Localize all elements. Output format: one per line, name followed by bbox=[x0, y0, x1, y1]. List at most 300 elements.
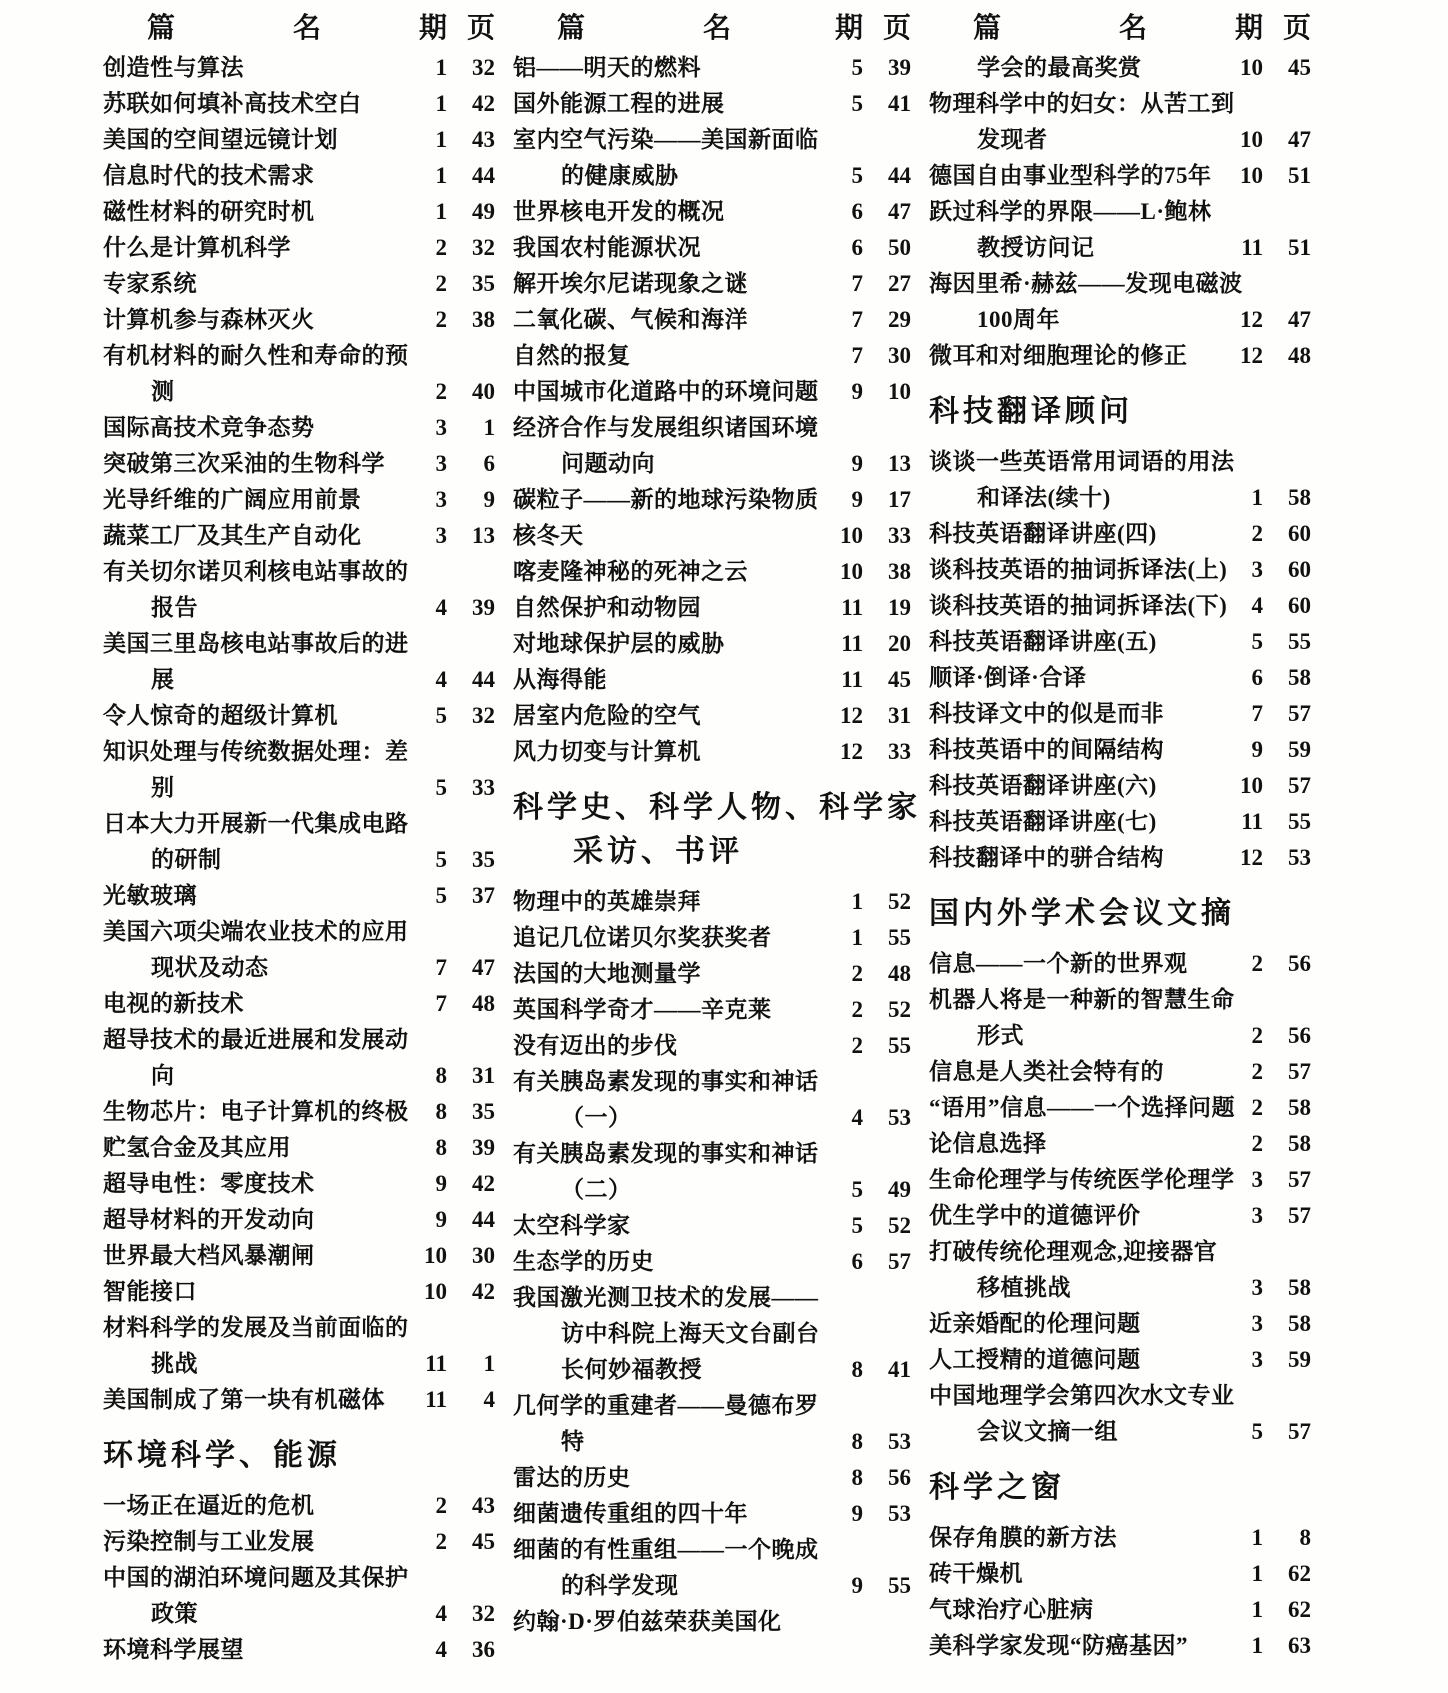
toc-entry-line bbox=[103, 194, 495, 230]
entry-title: 挑战 bbox=[151, 1351, 198, 1376]
entry-title: 一场正在逼近的危机 bbox=[103, 1493, 315, 1518]
entry-title: 100周年 bbox=[977, 307, 1060, 332]
entry-page: 60 bbox=[1288, 593, 1311, 618]
toc-entry-line bbox=[513, 1352, 911, 1388]
entry-page: 52 bbox=[888, 997, 911, 1022]
entry-issue: 5 bbox=[435, 775, 447, 800]
toc-entry-line bbox=[513, 992, 911, 1028]
header-issue-label: 期 bbox=[834, 13, 863, 44]
entry-page: 29 bbox=[888, 307, 911, 332]
entry-page: 30 bbox=[888, 343, 911, 368]
entry-issue: 1 bbox=[435, 127, 447, 152]
column-header-title-area bbox=[513, 8, 823, 50]
entry-title: 谈科技英语的抽词拆译法(上) bbox=[929, 557, 1228, 582]
entry-title: 教授访问记 bbox=[977, 235, 1095, 260]
entry-issue: 12 bbox=[1240, 307, 1263, 332]
column-header-title-area bbox=[103, 8, 407, 50]
section-heading bbox=[103, 1434, 495, 1478]
toc-entry-line bbox=[513, 1064, 911, 1100]
toc-entry-line bbox=[103, 122, 495, 158]
toc-entry-line bbox=[103, 1560, 495, 1596]
entry-page: 39 bbox=[472, 595, 495, 620]
toc-entry-line bbox=[513, 338, 911, 374]
entry-page: 43 bbox=[472, 1493, 495, 1518]
entry-issue: 9 bbox=[851, 379, 863, 404]
entry-issue: 2 bbox=[851, 1033, 863, 1058]
toc-grid bbox=[103, 8, 1311, 1668]
toc-entry-line bbox=[103, 50, 495, 86]
entry-title: 超导电性：零度技术 bbox=[103, 1171, 315, 1196]
entry-issue: 2 bbox=[435, 307, 447, 332]
toc-entry-line bbox=[513, 1604, 911, 1640]
entry-issue: 5 bbox=[1251, 629, 1263, 654]
entry-page: 58 bbox=[1288, 1095, 1311, 1120]
toc-entry-line bbox=[513, 554, 911, 590]
entry-issue: 1 bbox=[1251, 1561, 1263, 1586]
entry-issue: 3 bbox=[435, 523, 447, 548]
toc-entry-line bbox=[513, 626, 911, 662]
toc-entry-line bbox=[103, 698, 495, 734]
entry-title: 科技英语翻译讲座(六) bbox=[929, 773, 1157, 798]
entry-page: 59 bbox=[1288, 1347, 1311, 1372]
toc-entry-line bbox=[513, 1028, 911, 1064]
header-issue-label: 期 bbox=[1234, 13, 1263, 44]
toc-entry-line bbox=[103, 518, 495, 554]
entry-title: 美国三里岛核电站事故后的进 bbox=[103, 631, 409, 656]
toc-entry-line bbox=[929, 1342, 1311, 1378]
section-heading bbox=[929, 892, 1311, 936]
toc-entry-line bbox=[103, 986, 495, 1022]
toc-entry-line bbox=[513, 1208, 911, 1244]
toc-entry-line bbox=[929, 1306, 1311, 1342]
entry-page: 51 bbox=[1288, 235, 1311, 260]
entry-issue: 9 bbox=[851, 1501, 863, 1526]
toc-entry-line bbox=[513, 158, 911, 194]
entry-issue: 11 bbox=[841, 667, 863, 692]
entry-page: 45 bbox=[472, 1529, 495, 1554]
entry-title: 特 bbox=[561, 1429, 585, 1454]
entry-page: 57 bbox=[1288, 1059, 1311, 1084]
entry-title: 国外能源工程的进展 bbox=[513, 91, 725, 116]
toc-entry-line bbox=[929, 122, 1311, 158]
entry-title: 经济合作与发展组织诸国环境 bbox=[513, 415, 819, 440]
toc-entry-line bbox=[513, 1280, 911, 1316]
entry-title: （二） bbox=[561, 1177, 632, 1202]
entry-issue: 1 bbox=[435, 199, 447, 224]
entry-page: 42 bbox=[472, 1279, 495, 1304]
entry-page: 41 bbox=[888, 1357, 911, 1382]
toc-entry-line bbox=[929, 516, 1311, 552]
entry-page: 49 bbox=[472, 199, 495, 224]
toc-entry-line bbox=[929, 338, 1311, 374]
entry-title: 科技英语翻译讲座(五) bbox=[929, 629, 1157, 654]
toc-entry-line bbox=[929, 732, 1311, 768]
toc-entry-line bbox=[103, 806, 495, 842]
entry-page: 47 bbox=[888, 199, 911, 224]
entry-page: 57 bbox=[1288, 1167, 1311, 1192]
entry-page: 60 bbox=[1288, 521, 1311, 546]
entry-page: 32 bbox=[472, 55, 495, 80]
entry-page: 50 bbox=[888, 235, 911, 260]
toc-entry-line bbox=[513, 1100, 911, 1136]
entry-title: 美国制成了第一块有机磁体 bbox=[103, 1387, 385, 1412]
entry-issue: 3 bbox=[1251, 1311, 1263, 1336]
entry-issue: 2 bbox=[435, 379, 447, 404]
entry-title: 跃过科学的界限——L·鲍林 bbox=[929, 199, 1212, 224]
entry-title: 日本大力开展新一代集成电路 bbox=[103, 811, 409, 836]
toc-entry-line bbox=[929, 768, 1311, 804]
entry-issue: 5 bbox=[435, 883, 447, 908]
toc-entry-line bbox=[929, 1270, 1311, 1306]
entry-issue: 5 bbox=[435, 847, 447, 872]
entry-issue: 7 bbox=[435, 955, 447, 980]
entry-page: 31 bbox=[888, 703, 911, 728]
entry-title: 几何学的重建者——曼德布罗 bbox=[513, 1393, 819, 1418]
entry-title: “语用”信息——一个选择问题 bbox=[929, 1095, 1235, 1120]
entry-page: 57 bbox=[1288, 1419, 1311, 1444]
toc-column-3 bbox=[929, 8, 1311, 1668]
entry-title: 科技英语翻译讲座(七) bbox=[929, 809, 1157, 834]
entry-page: 44 bbox=[472, 1207, 495, 1232]
entry-page: 47 bbox=[472, 955, 495, 980]
entry-issue: 7 bbox=[1251, 701, 1263, 726]
entry-page: 32 bbox=[472, 235, 495, 260]
entry-page: 53 bbox=[888, 1501, 911, 1526]
entry-page: 39 bbox=[888, 55, 911, 80]
entry-title: 喀麦隆神秘的死神之云 bbox=[513, 559, 748, 584]
entry-page: 57 bbox=[888, 1249, 911, 1274]
entry-page: 32 bbox=[472, 1601, 495, 1626]
toc-entry-line bbox=[513, 734, 911, 770]
entry-title: 蔬菜工厂及其生产自动化 bbox=[103, 523, 362, 548]
toc-entry-line bbox=[513, 590, 911, 626]
header-issue-label: 期 bbox=[418, 13, 447, 44]
entry-page: 55 bbox=[888, 1573, 911, 1598]
toc-entry-line bbox=[103, 374, 495, 410]
entry-title: 信息时代的技术需求 bbox=[103, 163, 315, 188]
entry-title: 展 bbox=[151, 667, 175, 692]
entry-title: 人工授精的道德问题 bbox=[929, 1347, 1141, 1372]
toc-entry-line bbox=[103, 1524, 495, 1560]
entry-page: 58 bbox=[1288, 1131, 1311, 1156]
entry-title: 现状及动态 bbox=[151, 955, 269, 980]
entry-title: 电视的新技术 bbox=[103, 991, 244, 1016]
entry-title: 谈科技英语的抽词拆译法(下) bbox=[929, 593, 1228, 618]
toc-entry-line bbox=[929, 588, 1311, 624]
entry-title: 中国的湖泊环境问题及其保护 bbox=[103, 1565, 409, 1590]
section-heading-line: 采访、书评 bbox=[573, 835, 743, 868]
entry-title: 从海得能 bbox=[513, 667, 607, 692]
toc-entry-line bbox=[929, 1414, 1311, 1450]
entry-title: 科技英语翻译讲座(四) bbox=[929, 521, 1157, 546]
toc-entry-line bbox=[513, 698, 911, 734]
entry-page: 48 bbox=[1288, 343, 1311, 368]
toc-entry-line bbox=[929, 1556, 1311, 1592]
entry-title: 保存角膜的新方法 bbox=[929, 1525, 1117, 1550]
entry-page: 60 bbox=[1288, 557, 1311, 582]
entry-page: 58 bbox=[1288, 665, 1311, 690]
entry-title: 生态学的历史 bbox=[513, 1249, 654, 1274]
entry-title: 的健康威胁 bbox=[561, 163, 679, 188]
entry-page: 35 bbox=[472, 847, 495, 872]
entry-page: 56 bbox=[1288, 1023, 1311, 1048]
entry-title: 居室内危险的空气 bbox=[513, 703, 701, 728]
entry-issue: 6 bbox=[851, 199, 863, 224]
entry-title: 突破第三次采油的生物科学 bbox=[103, 451, 385, 476]
entry-page: 37 bbox=[472, 883, 495, 908]
header-article-label-left: 篇 bbox=[147, 13, 176, 44]
entry-title: 追记几位诺贝尔奖获奖者 bbox=[513, 925, 772, 950]
entry-page: 42 bbox=[472, 1171, 495, 1196]
entry-title: 信息——一个新的世界观 bbox=[929, 951, 1188, 976]
entry-title: 苏联如何填补高技术空白 bbox=[103, 91, 362, 116]
entry-issue: 1 bbox=[1251, 1633, 1263, 1658]
header-article-label-left: 篇 bbox=[557, 13, 586, 44]
entry-page: 33 bbox=[888, 739, 911, 764]
toc-entry-line bbox=[513, 1388, 911, 1424]
entry-issue: 2 bbox=[435, 1493, 447, 1518]
entry-issue: 10 bbox=[1240, 163, 1263, 188]
entry-issue: 6 bbox=[851, 235, 863, 260]
toc-entry-line bbox=[929, 1162, 1311, 1198]
entry-issue: 2 bbox=[1251, 951, 1263, 976]
section-heading-line: 国内外学术会议文摘 bbox=[929, 897, 1235, 930]
entry-title: 有关切尔诺贝利核电站事故的 bbox=[103, 559, 409, 584]
entry-title: 发现者 bbox=[977, 127, 1048, 152]
entry-title: 二氧化碳、气候和海洋 bbox=[513, 307, 748, 332]
entry-issue: 1 bbox=[435, 55, 447, 80]
entry-issue: 9 bbox=[1251, 737, 1263, 762]
header-page-label: 页 bbox=[1282, 13, 1311, 44]
entry-title: 细菌的有性重组——一个晚成 bbox=[513, 1537, 819, 1562]
toc-entry-line bbox=[103, 1130, 495, 1166]
entry-issue: 2 bbox=[1251, 1059, 1263, 1084]
toc-entry-line bbox=[103, 842, 495, 878]
toc-entry-line bbox=[103, 1166, 495, 1202]
toc-entry-line bbox=[513, 50, 911, 86]
entry-issue: 11 bbox=[425, 1351, 447, 1376]
entry-page: 19 bbox=[888, 595, 911, 620]
entry-issue: 12 bbox=[1240, 343, 1263, 368]
toc-entry-line bbox=[513, 884, 911, 920]
entry-issue: 10 bbox=[1240, 127, 1263, 152]
entry-title: 的研制 bbox=[151, 847, 222, 872]
entry-title: 计算机参与森林灭火 bbox=[103, 307, 315, 332]
toc-entry-line bbox=[929, 624, 1311, 660]
toc-entry-line bbox=[929, 1378, 1311, 1414]
entry-issue: 9 bbox=[851, 487, 863, 512]
entry-page: 49 bbox=[888, 1177, 911, 1202]
entry-title: 有关胰岛素发现的事实和神话 bbox=[513, 1069, 819, 1094]
entry-title: 美国六项尖端农业技术的应用 bbox=[103, 919, 409, 944]
entry-issue: 2 bbox=[851, 997, 863, 1022]
toc-entry-line bbox=[103, 1632, 495, 1668]
entry-issue: 9 bbox=[851, 451, 863, 476]
toc-entry-line bbox=[103, 1488, 495, 1524]
entry-page: 10 bbox=[888, 379, 911, 404]
entry-issue: 4 bbox=[851, 1105, 863, 1130]
entry-title: 论信息选择 bbox=[929, 1131, 1047, 1156]
entry-title: 机器人将是一种新的智慧生命 bbox=[929, 987, 1235, 1012]
entry-title: 我国农村能源状况 bbox=[513, 235, 701, 260]
entry-page: 57 bbox=[1288, 1203, 1311, 1228]
toc-entry-line bbox=[929, 1090, 1311, 1126]
entry-title: 德国自由事业型科学的75年 bbox=[929, 163, 1212, 188]
entry-title: 法国的大地测量学 bbox=[513, 961, 701, 986]
entry-title: 超导材料的开发动向 bbox=[103, 1207, 315, 1232]
entry-issue: 12 bbox=[840, 739, 863, 764]
entry-issue: 10 bbox=[424, 1243, 447, 1268]
entry-page: 44 bbox=[472, 163, 495, 188]
entry-title: 磁性材料的研究时机 bbox=[103, 199, 315, 224]
entry-title: 和译法(续十) bbox=[977, 485, 1111, 510]
entry-page: 55 bbox=[1288, 809, 1311, 834]
entry-page: 57 bbox=[1288, 701, 1311, 726]
entry-title: 报告 bbox=[151, 595, 198, 620]
section-heading-line: 环境科学、能源 bbox=[103, 1439, 341, 1472]
toc-entry-line bbox=[103, 410, 495, 446]
entry-title: 生物芯片：电子计算机的终极 bbox=[103, 1099, 409, 1124]
toc-entry-line bbox=[929, 1592, 1311, 1628]
toc-entry-line bbox=[513, 302, 911, 338]
entry-title: 物理中的英雄崇拜 bbox=[513, 889, 701, 914]
entry-title: 学会的最高奖赏 bbox=[977, 55, 1142, 80]
entry-issue: 6 bbox=[1251, 665, 1263, 690]
section-heading bbox=[929, 1466, 1311, 1510]
entry-page: 45 bbox=[1288, 55, 1311, 80]
entry-issue: 5 bbox=[435, 703, 447, 728]
entry-page: 55 bbox=[1288, 629, 1311, 654]
entry-page: 38 bbox=[888, 559, 911, 584]
entry-page: 53 bbox=[888, 1429, 911, 1454]
entry-page: 44 bbox=[472, 667, 495, 692]
toc-entry-line bbox=[103, 878, 495, 914]
entry-title: 信息是人类社会特有的 bbox=[929, 1059, 1164, 1084]
entry-issue: 11 bbox=[841, 631, 863, 656]
entry-title: 国际高技术竞争态势 bbox=[103, 415, 315, 440]
toc-entry-line bbox=[513, 194, 911, 230]
entry-issue: 8 bbox=[851, 1465, 863, 1490]
entry-issue: 11 bbox=[1241, 235, 1263, 260]
toc-entry-line bbox=[103, 446, 495, 482]
entry-issue: 3 bbox=[1251, 1275, 1263, 1300]
entry-issue: 5 bbox=[1251, 1419, 1263, 1444]
entry-title: 污染控制与工业发展 bbox=[103, 1529, 315, 1554]
toc-entry-line bbox=[103, 1346, 495, 1382]
entry-issue: 5 bbox=[851, 55, 863, 80]
entry-title: 形式 bbox=[977, 1023, 1024, 1048]
entry-issue: 3 bbox=[1251, 1203, 1263, 1228]
column-header bbox=[103, 8, 495, 50]
toc-entry-line bbox=[103, 1382, 495, 1418]
entry-title: 长何妙福教授 bbox=[561, 1357, 702, 1382]
entry-page: 35 bbox=[472, 1099, 495, 1124]
header-article-label-right: 名 bbox=[293, 13, 322, 44]
toc-entry-line bbox=[103, 1596, 495, 1632]
entry-issue: 10 bbox=[424, 1279, 447, 1304]
entry-title: 雷达的历史 bbox=[513, 1465, 631, 1490]
toc-entry-line bbox=[929, 302, 1311, 338]
section-heading-line: 科技翻译顾问 bbox=[929, 395, 1133, 428]
toc-entry-line bbox=[929, 696, 1311, 732]
entry-issue: 7 bbox=[435, 991, 447, 1016]
toc-entry-line bbox=[929, 1234, 1311, 1270]
entry-page: 62 bbox=[1288, 1597, 1311, 1622]
toc-entry-line bbox=[513, 446, 911, 482]
entry-issue: 1 bbox=[435, 91, 447, 116]
toc-entry-line bbox=[103, 158, 495, 194]
entry-title: 优生学中的道德评价 bbox=[929, 1203, 1141, 1228]
entry-issue: 1 bbox=[851, 925, 863, 950]
entry-issue: 7 bbox=[851, 271, 863, 296]
entry-page: 48 bbox=[888, 961, 911, 986]
entry-title: 打破传统伦理观念,迎接器官 bbox=[929, 1239, 1218, 1264]
toc-entry-line bbox=[513, 1496, 911, 1532]
entry-issue: 3 bbox=[1251, 1347, 1263, 1372]
entry-title: 世界最大档风暴潮闸 bbox=[103, 1243, 315, 1268]
entry-page: 63 bbox=[1288, 1633, 1311, 1658]
entry-page: 13 bbox=[888, 451, 911, 476]
entry-page: 30 bbox=[472, 1243, 495, 1268]
entry-issue: 7 bbox=[851, 343, 863, 368]
entry-issue: 2 bbox=[1251, 1023, 1263, 1048]
entry-page: 57 bbox=[1288, 773, 1311, 798]
entry-issue: 4 bbox=[1251, 593, 1263, 618]
entry-page: 58 bbox=[1288, 485, 1311, 510]
entry-title: 英国科学奇才——辛克莱 bbox=[513, 997, 772, 1022]
toc-entry-line bbox=[513, 1424, 911, 1460]
entry-page: 55 bbox=[888, 1033, 911, 1058]
entry-page: 52 bbox=[888, 1213, 911, 1238]
entry-issue: 1 bbox=[1251, 1525, 1263, 1550]
section-heading bbox=[513, 786, 921, 874]
toc-entry-line bbox=[929, 194, 1311, 230]
entry-issue: 6 bbox=[851, 1249, 863, 1274]
entry-title: 光导纤维的广阔应用前景 bbox=[103, 487, 362, 512]
entry-issue: 11 bbox=[1241, 809, 1263, 834]
entry-title: 美国的空间望远镜计划 bbox=[103, 127, 338, 152]
entry-title: 解开埃尔尼诺现象之谜 bbox=[513, 271, 748, 296]
toc-entry-line bbox=[513, 230, 911, 266]
entry-issue: 3 bbox=[435, 487, 447, 512]
entry-page: 51 bbox=[1288, 163, 1311, 188]
entry-page: 13 bbox=[472, 523, 495, 548]
entry-title: 铝——明天的燃料 bbox=[513, 55, 701, 80]
entry-issue: 3 bbox=[1251, 557, 1263, 582]
entry-issue: 1 bbox=[435, 163, 447, 188]
entry-page: 9 bbox=[483, 487, 495, 512]
entry-title: 光敏玻璃 bbox=[103, 883, 197, 908]
entry-title: 海因里希·赫兹——发现电磁波 bbox=[929, 271, 1243, 296]
toc-entry-line bbox=[513, 1316, 911, 1352]
section-heading-line: 科学之窗 bbox=[929, 1471, 1065, 1504]
column-header bbox=[929, 8, 1311, 50]
toc-entry-line bbox=[103, 1310, 495, 1346]
toc-entry-line bbox=[513, 956, 911, 992]
toc-entry-line bbox=[103, 302, 495, 338]
toc-entry-line bbox=[103, 950, 495, 986]
toc-entry-line bbox=[103, 734, 495, 770]
entry-title: 环境科学展望 bbox=[103, 1637, 244, 1662]
entry-page: 20 bbox=[888, 631, 911, 656]
entry-page: 58 bbox=[1288, 1311, 1311, 1336]
toc-entry-line bbox=[929, 982, 1311, 1018]
entry-issue: 2 bbox=[435, 271, 447, 296]
toc-entry-line bbox=[513, 1136, 911, 1172]
toc-entry-line bbox=[103, 266, 495, 302]
toc-entry-line bbox=[929, 1018, 1311, 1054]
entry-page: 33 bbox=[888, 523, 911, 548]
